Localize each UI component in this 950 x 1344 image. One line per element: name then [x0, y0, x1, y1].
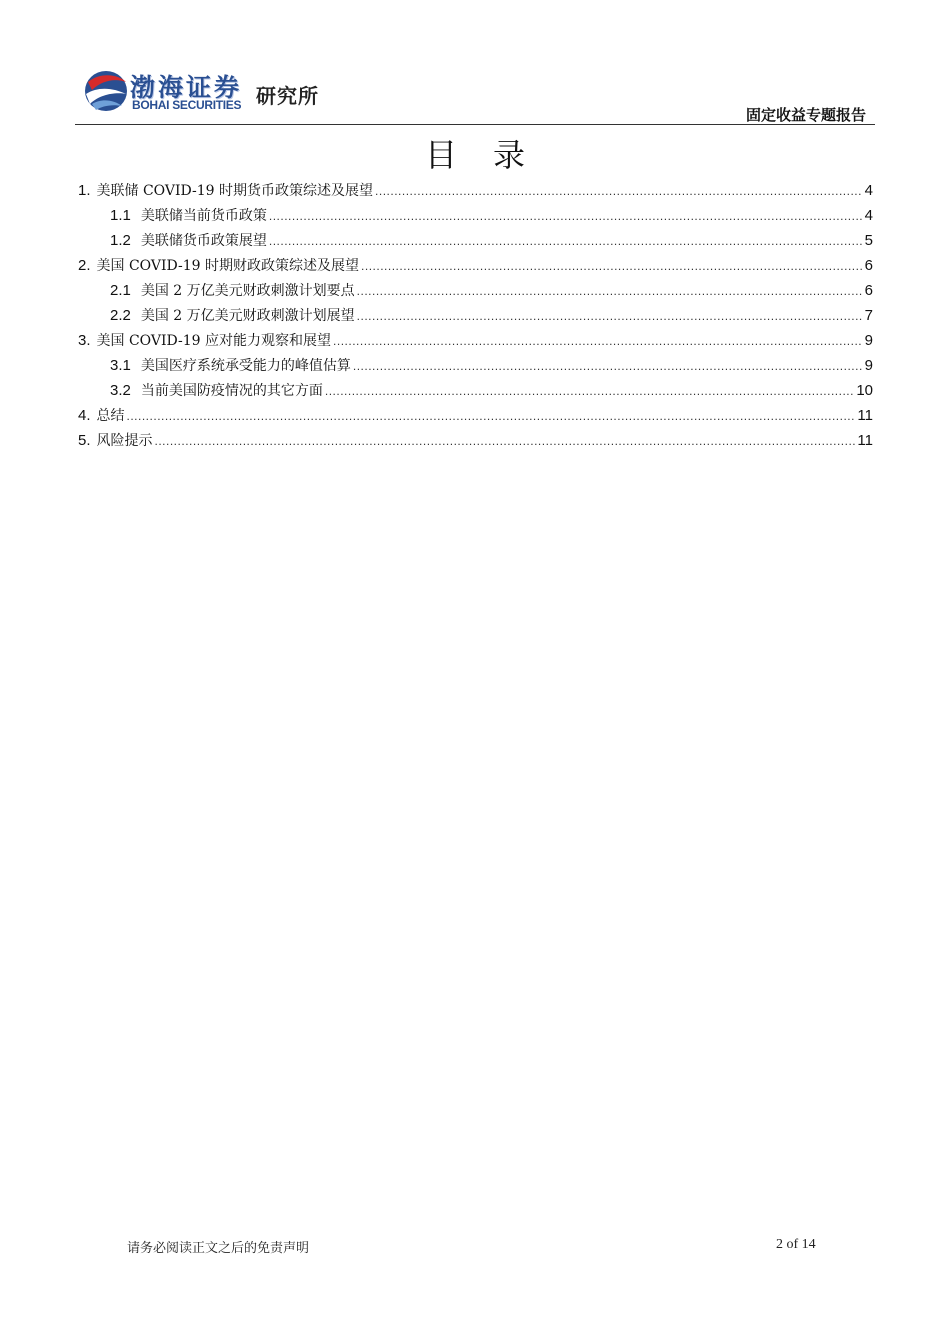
toc-entry-number: 5.: [78, 432, 91, 449]
toc-leader-dots: [357, 304, 863, 329]
toc-entry-label: 美国医疗系统承受能力的峰值估算: [140, 358, 351, 374]
toc-entry-page: 6: [864, 257, 873, 274]
toc-entry-page: 6: [864, 282, 873, 299]
toc-leader-dots: [357, 279, 863, 304]
report-type: 固定收益专题报告: [745, 106, 866, 124]
toc-entry-label: 当前美国防疫情况的其它方面: [140, 383, 323, 399]
toc-leader-dots: [333, 329, 863, 354]
page-header: [0, 0, 950, 130]
toc-entry-label: 美联储当前货币政策: [140, 208, 267, 224]
toc-entry-label: 美联储 COVID-19 时期货币政策综述及展望: [96, 183, 374, 199]
toc-entry[interactable]: [78, 353, 873, 378]
toc-entry-number: 3.1: [110, 357, 131, 374]
toc-entry[interactable]: [78, 403, 873, 428]
toc-title: 目录: [424, 136, 561, 174]
toc-leader-dots: [127, 404, 856, 429]
toc-entry-number: 2.: [78, 257, 91, 274]
toc-entry-number: 2.1: [110, 282, 131, 299]
toc-entry-number: 1.: [78, 182, 91, 199]
page-indicator: 2 of 14: [776, 1237, 816, 1252]
toc-entry-number: 3.: [78, 332, 91, 349]
toc-entry-label: 美国 2 万亿美元财政刺激计划展望: [140, 308, 355, 324]
toc-entry-page: 10: [856, 382, 873, 399]
toc-entry-label: 美联储货币政策展望: [140, 233, 267, 249]
toc-entry-number: 1.2: [110, 232, 131, 249]
toc-entry-page: 5: [864, 232, 873, 249]
toc-entry-page: 11: [857, 407, 873, 424]
toc-leader-dots: [269, 229, 863, 254]
toc-entry-label: 美国 2 万亿美元财政刺激计划要点: [140, 283, 355, 299]
toc-entry-number: 3.2: [110, 382, 131, 399]
header-divider: [75, 124, 875, 125]
brand-name-cn: 渤海证券: [130, 73, 243, 102]
toc-entry[interactable]: [78, 303, 873, 328]
toc-entry-page: 9: [864, 332, 873, 349]
toc-leader-dots: [375, 179, 863, 204]
toc-entry-label: 总结: [96, 408, 125, 424]
toc-entry-number: 4.: [78, 407, 91, 424]
toc-entry-label: 风险提示: [96, 433, 153, 449]
toc-entry-label: 美国 COVID-19 应对能力观察和展望: [96, 333, 332, 349]
toc-entry[interactable]: [78, 203, 873, 228]
toc-entry-page: 11: [857, 432, 873, 449]
toc-entry[interactable]: [78, 278, 873, 303]
table-of-contents: [78, 178, 873, 453]
toc-entry-page: 4: [864, 182, 873, 199]
toc-entry[interactable]: [78, 228, 873, 253]
toc-entry[interactable]: [78, 253, 873, 278]
toc-entry[interactable]: [78, 178, 873, 203]
toc-leader-dots: [353, 354, 863, 379]
toc-leader-dots: [361, 254, 863, 279]
toc-entry-number: 1.1: [110, 207, 131, 224]
toc-leader-dots: [155, 429, 856, 454]
disclaimer-note: 请务必阅读正文之后的免责声明: [127, 1241, 310, 1256]
toc-entry[interactable]: [78, 328, 873, 353]
toc-leader-dots: [269, 204, 863, 229]
brand-name-en: BOHAI SECURITIES: [132, 98, 242, 112]
toc-entry-page: 7: [864, 307, 873, 324]
toc-entry[interactable]: [78, 428, 873, 453]
institute-label: 研究所: [256, 84, 319, 108]
toc-entry-page: 9: [864, 357, 873, 374]
toc-entry-label: 美国 COVID-19 时期财政政策综述及展望: [96, 258, 360, 274]
toc-entry-number: 2.2: [110, 307, 131, 324]
toc-leader-dots: [325, 379, 854, 404]
toc-entry[interactable]: [78, 378, 873, 403]
toc-entry-page: 4: [864, 207, 873, 224]
bohai-logo-icon: [82, 68, 130, 114]
